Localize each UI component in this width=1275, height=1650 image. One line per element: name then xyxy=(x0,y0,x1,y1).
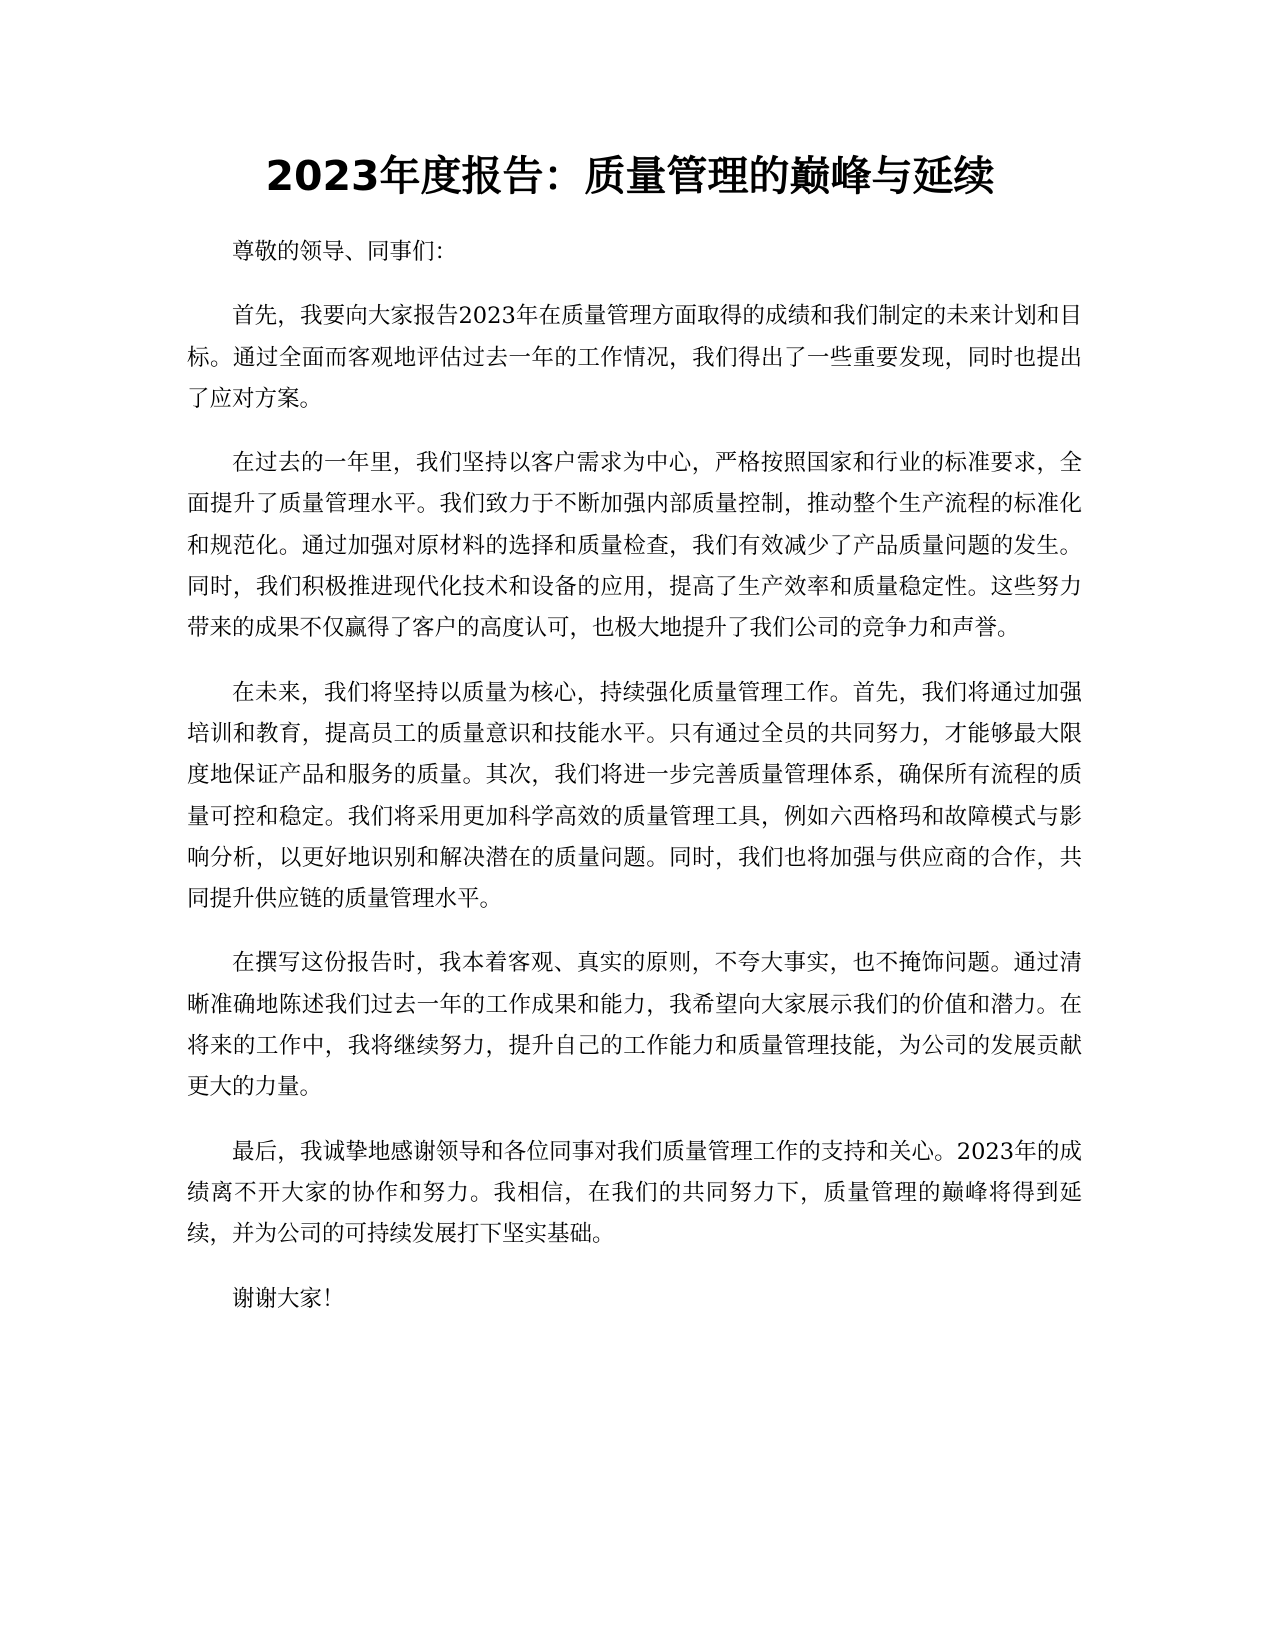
closing: 谢谢大家！ xyxy=(232,1285,345,1312)
document-title: 2023年度报告：质量管理的巅峰与延续 xyxy=(265,152,995,200)
salutation: 尊敬的领导、同事们： xyxy=(232,239,458,265)
paragraph-past-year: 在过去的一年里，我们坚持以客户需求为中心，严格按照国家和行业的标准要求，全面提升了质量管理水平。我们致力于不断加强内部质量控制，推动整个生产流程的标准化和规范化。通过加强对原材料的选择和质量检查，我们有效减少了产品质量问题的发生。同时，我们积极推进现代化技术和设备的应用，提高了生产效率和质量稳定性。这些努力带来的成果不仅赢得了客户的高度认可，也极大地提升了我们公司的竞争力和声誉。 xyxy=(187,450,1082,642)
paragraph-principles: 在撰写这份报告时，我本着客观、真实的原则，不夸大事实，也不掩饰问题。通过清晰准确地陈述我们过去一年的工作成果和能力，我希望向大家展示我们的价值和潜力。在将来的工作中，我将继续努力，提升自己的工作能力和质量管理技能，为公司的发展贡献更大的力量。 xyxy=(187,950,1082,1101)
document-body xyxy=(187,232,1082,1343)
paragraph-thanks: 最后，我诚挚地感谢领导和各位同事对我们质量管理工作的支持和关心。2023年的成绩离不开大家的协作和努力。我相信，在我们的共同努力下，质量管理的巅峰将得到延续，并为公司的可持续发展打下坚实基础。 xyxy=(187,1138,1082,1248)
paragraph-future: 在未来，我们将坚持以质量为核心，持续强化质量管理工作。首先，我们将通过加强培训和教育，提高员工的质量意识和技能水平。只有通过全员的共同努力，才能够最大限度地保证产品和服务的质量。其次，我们将进一步完善质量管理体系，确保所有流程的质量可控和稳定。我们将采用更加科学高效的质量管理工具，例如六西格玛和故障模式与影响分析，以更好地识别和解决潜在的质量问题。同时，我们也将加强与供应商的合作，共同提升供应链的质量管理水平。 xyxy=(187,679,1082,913)
paragraph-intro: 首先，我要向大家报告2023年在质量管理方面取得的成绩和我们制定的未来计划和目标。通过全面而客观地评估过去一年的工作情况，我们得出了一些重要发现，同时也提出了应对方案。 xyxy=(187,303,1082,412)
